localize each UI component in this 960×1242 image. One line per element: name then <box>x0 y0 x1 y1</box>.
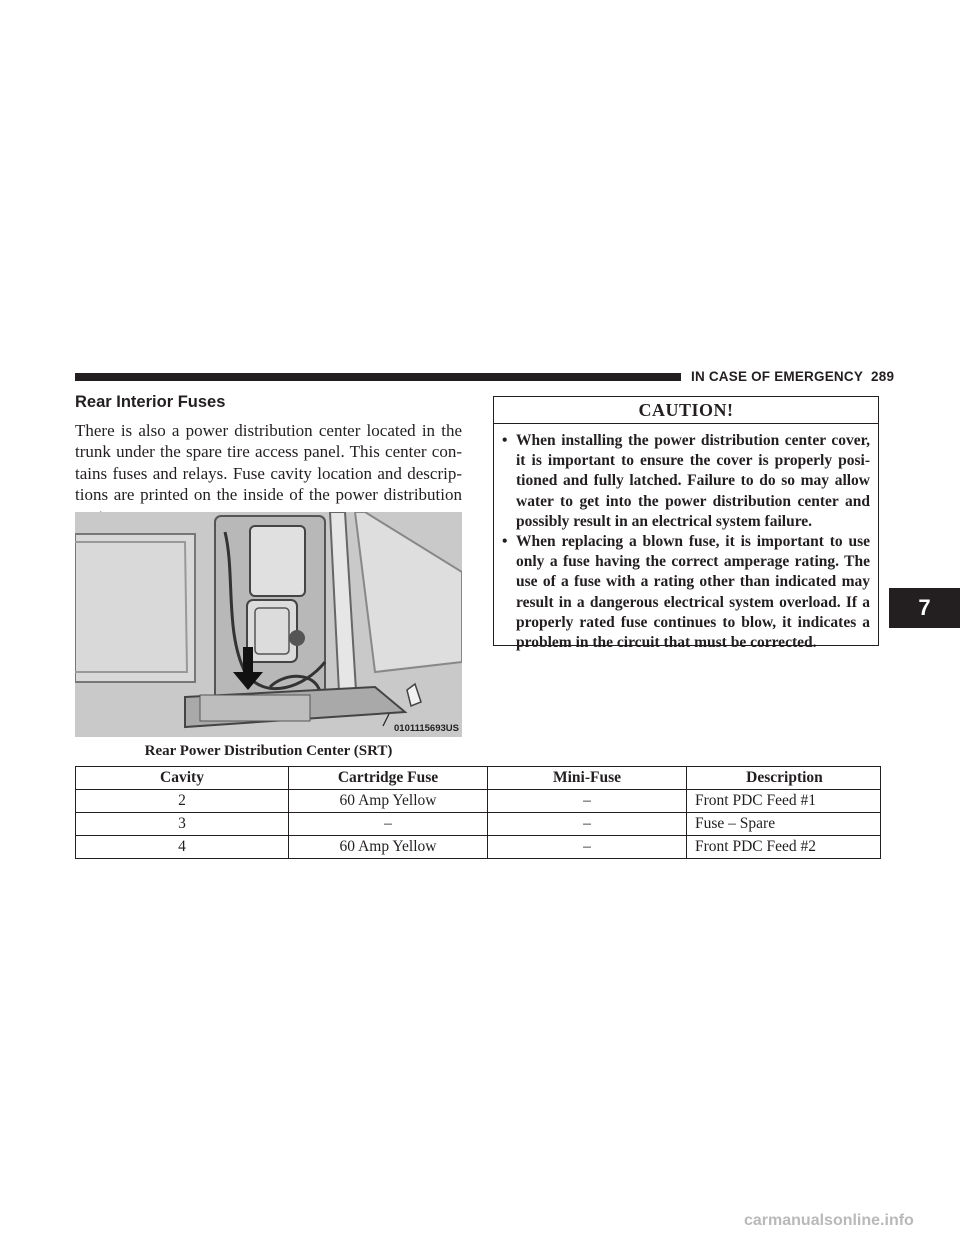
cell-cartridge-fuse: 60 Amp Yellow <box>289 790 488 813</box>
caution-box <box>493 396 879 652</box>
chapter-tab: 7 <box>889 588 960 628</box>
section-heading: Rear Interior Fuses <box>75 393 226 411</box>
caution-item <box>502 431 870 532</box>
figure-caption: Rear Power Distribution Center (SRT) <box>144 743 393 759</box>
cell-description: Front PDC Feed #1 <box>687 790 881 813</box>
caution-item <box>502 532 870 653</box>
table-row <box>76 790 881 813</box>
bullet-icon: • <box>502 432 508 449</box>
table-row <box>76 836 881 859</box>
header-rule <box>75 373 681 381</box>
watermark: carmanualsonline.info <box>744 1212 914 1229</box>
caution-title: CAUTION! <box>494 397 878 424</box>
section-title: IN CASE OF EMERGENCY <box>691 369 864 384</box>
cell-mini-fuse: – <box>488 813 687 836</box>
cell-description: Front PDC Feed #2 <box>687 836 881 859</box>
column-header-cavity: Cavity <box>76 767 289 790</box>
cell-cartridge-fuse: 60 Amp Yellow <box>289 836 488 859</box>
table-header-row <box>76 767 881 790</box>
cell-cavity: 3 <box>76 813 289 836</box>
figure-code: 0101115693US <box>394 723 459 734</box>
running-header <box>691 369 894 384</box>
cell-cavity: 2 <box>76 790 289 813</box>
caution-item-text: When installing the power distribution center cover, it is important to ensure the cover is properly posi-tioned and fully latched. Failure to do so may allow water to get into the power distribution center and possibly result in an electrical system failure. <box>516 432 870 530</box>
column-header-mini-fuse: Mini-Fuse <box>488 767 687 790</box>
cell-mini-fuse: – <box>488 836 687 859</box>
fuse-table <box>75 766 881 859</box>
cell-cartridge-fuse: – <box>289 813 488 836</box>
bullet-icon: • <box>502 533 508 551</box>
cell-mini-fuse: – <box>488 790 687 813</box>
photo-illustration <box>75 512 462 737</box>
caution-list <box>494 424 878 653</box>
cell-cavity: 4 <box>76 836 289 859</box>
cell-description: Fuse – Spare <box>687 813 881 836</box>
caution-item-text: When replacing a blown fuse, it is important to use only a fuse having the correct amperage rating. The use of a fuse with a rating other than indicated may result in a dangerous electrical system overload. If a properly rated fuse continues to blow, it indicates a problem in the circuit that must be corrected. <box>516 533 870 652</box>
fuse-center-photo <box>75 512 462 737</box>
column-header-description: Description <box>687 767 881 790</box>
intro-paragraph: There is also a power distribution center located in the trunk under the spare tire access panel. This center con-tains fuses and relays. Fuse cavity location and descrip-tions are printed on the inside of the power distribution <box>75 421 462 504</box>
column-header-cartridge-fuse: Cartridge Fuse <box>289 767 488 790</box>
table-row <box>76 813 881 836</box>
page-number: 289 <box>871 369 895 384</box>
